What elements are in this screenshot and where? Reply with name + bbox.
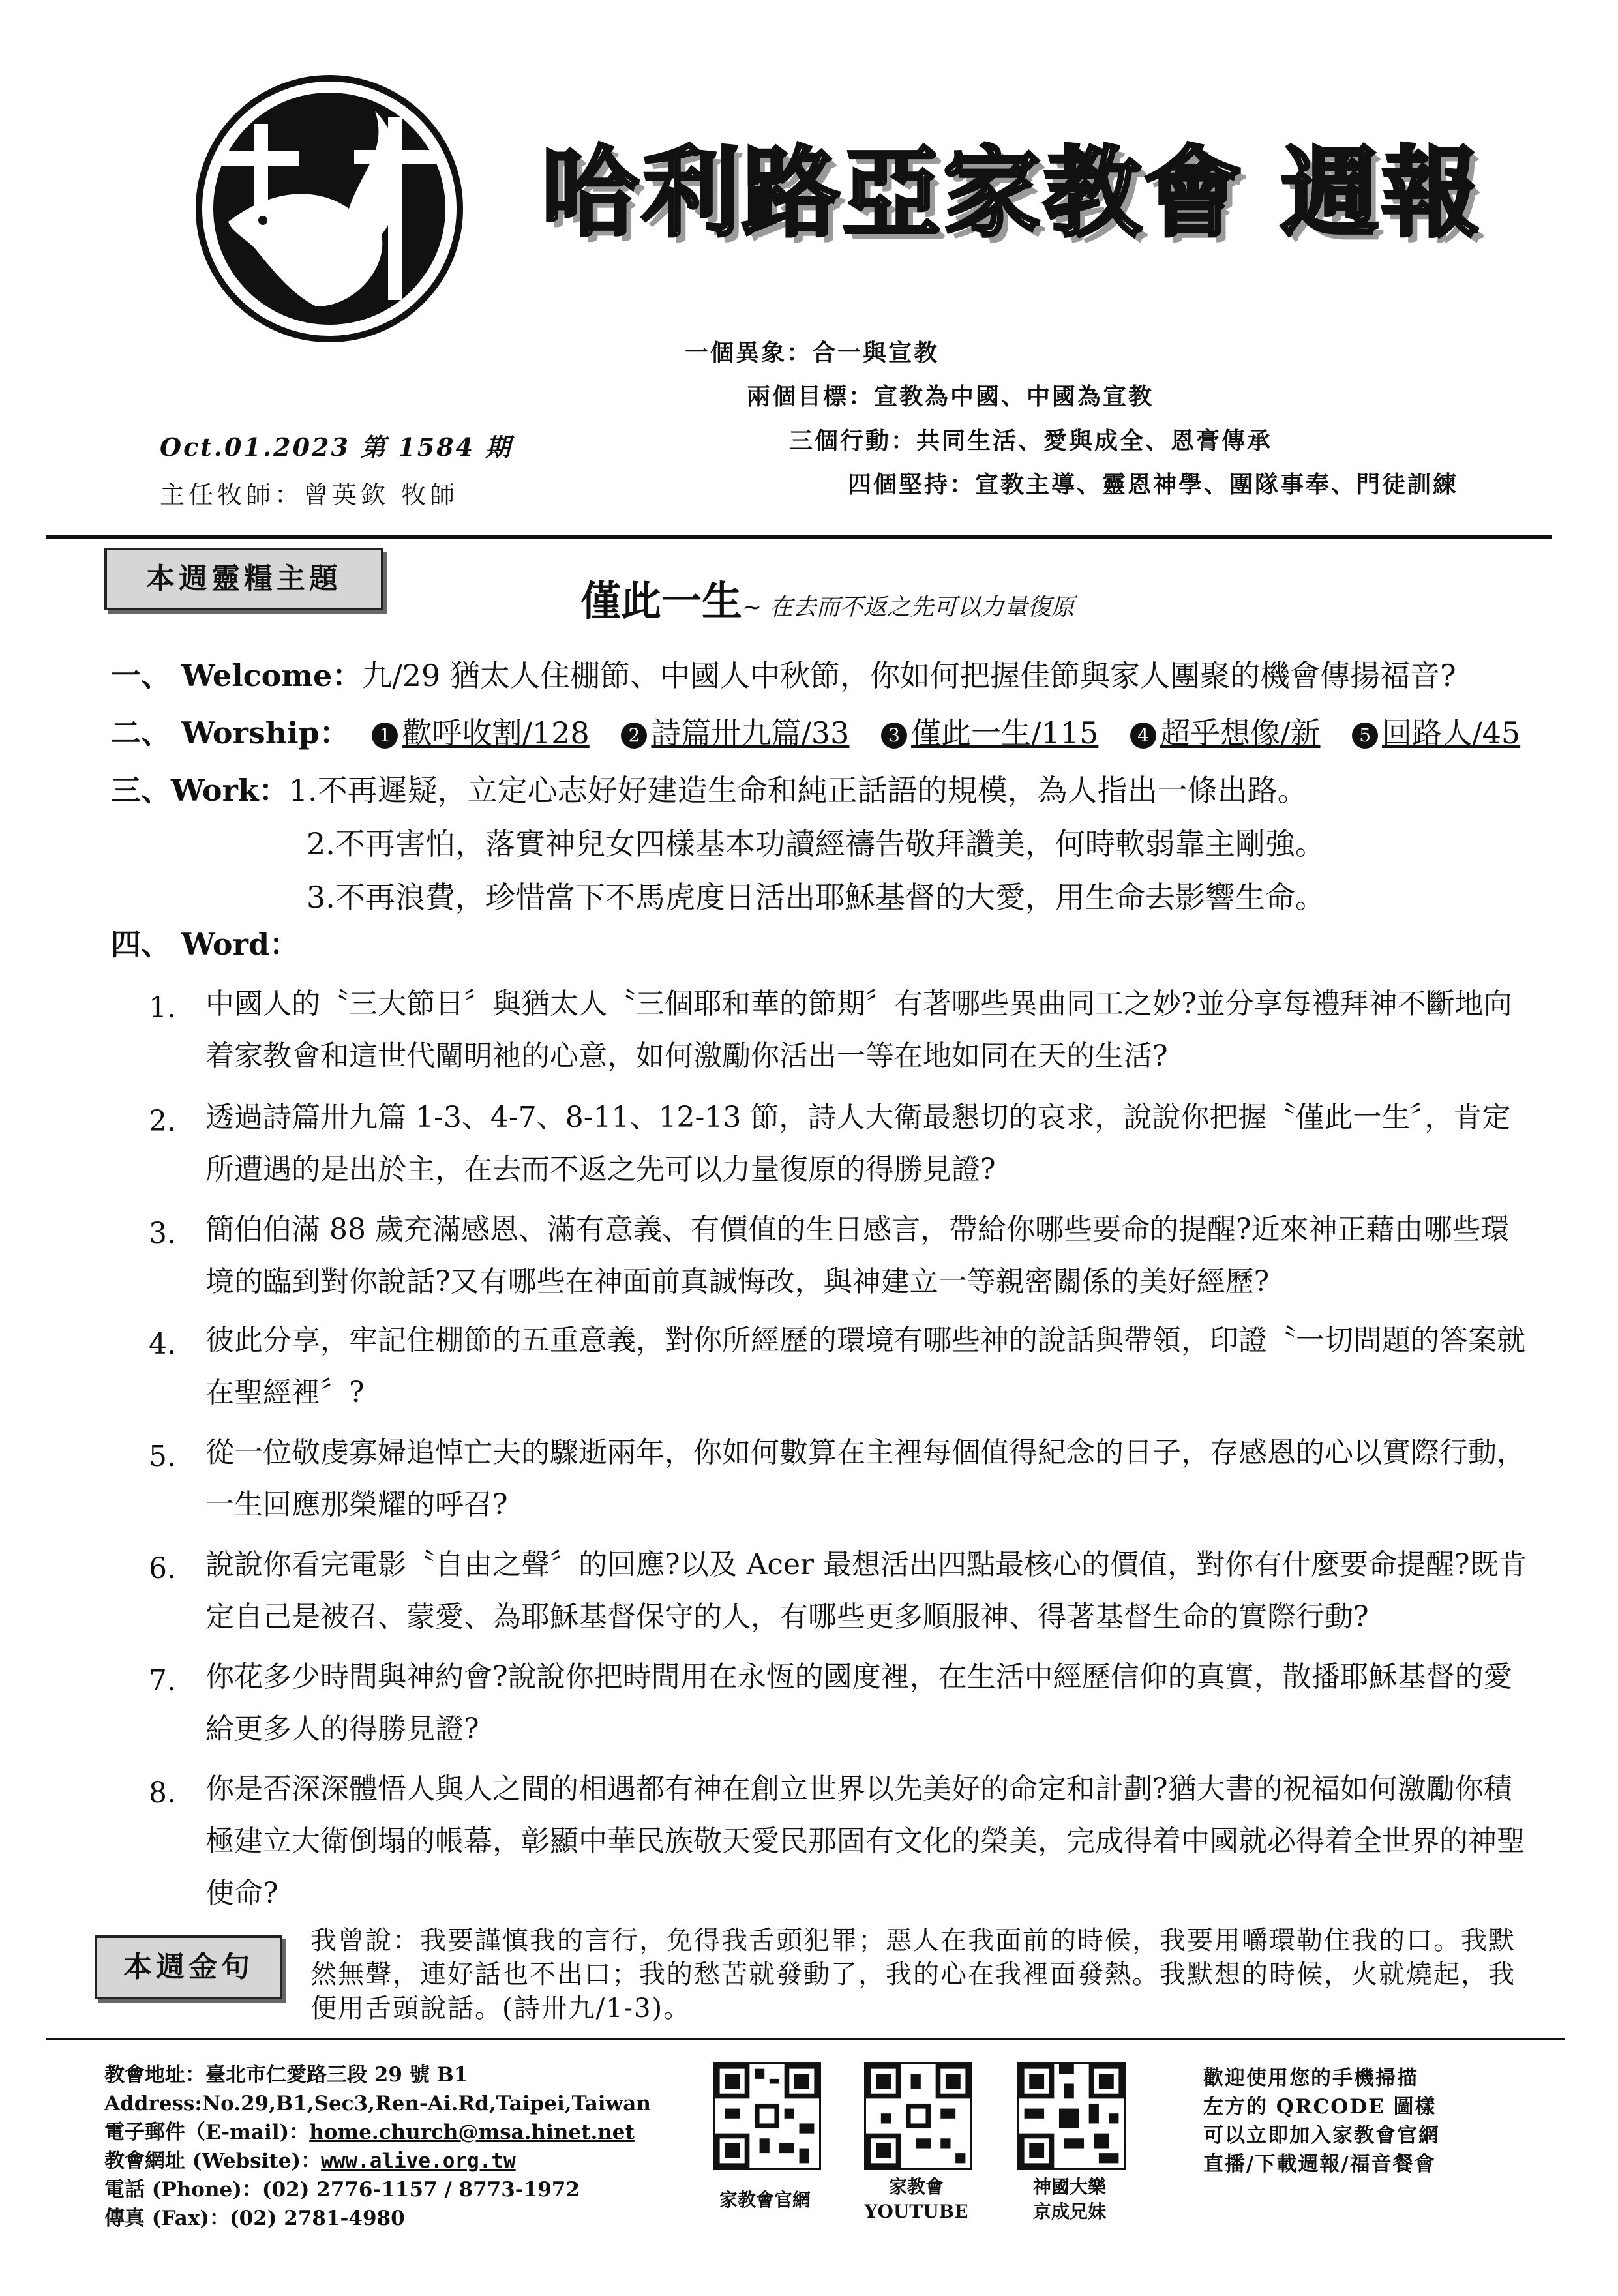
question-3-num: 3. (149, 1217, 176, 1250)
question-1: 中國人的〝三大節日〞與猶太人〝三個耶和華的節期〞有著哪些異曲同工之妙?並分享每禮拜神不斷地向着家教會和這世代闡明祂的心意，如何激勵你活出一等在地如同在天的生活? (205, 987, 1512, 1073)
worship-song-2: 2 詩篇卅九篇/33 (621, 715, 849, 751)
qr-code-music[interactable] (1017, 2062, 1126, 2170)
vision-line-1: 一個異象：合一與宣教 (685, 339, 940, 366)
question-6: 說說你看完電影〝自由之聲〞的回應?以及 Acer 最想活出四點最核心的價值，對你有什麼要命提醒?既肯定自己是被召、蒙愛、為耶穌基督保守的人，有哪些更多順服神、得著基督生命的實際行動? (205, 1548, 1527, 1633)
worship-label: 二、 Worship： (111, 715, 350, 751)
theme-subtitle: ~ 在去而不返之先可以力量復原 (742, 594, 1075, 621)
question-8: 你是否深深體悟人與人之間的相遇都有神在創立世界以先美好的命定和計劃?猶大書的祝福如何激勵你積極建立大衛倒塌的帳幕，彰顯中華民族敬天愛民那固有文化的榮美，完成得着中國就必得着全世界的神聖使命? (205, 1772, 1525, 1910)
phone: 電話 (Phone)：(02) 2776-1157 / 8773-1972 (104, 2178, 580, 2201)
worship-song-1: 1 歡呼收割/128 (372, 715, 589, 751)
issue-date: Oct.01.2023 第 1584 期 (160, 432, 513, 462)
email-link[interactable]: home.church@msa.hinet.net (309, 2121, 635, 2144)
verse-tag: 本週金句 (95, 1935, 282, 1999)
question-7: 你花多少時間與神約會?說說你把時間用在永恆的國度裡，在生活中經歷信仰的真實，散播耶穌基督的愛給更多人的得勝見證? (205, 1660, 1512, 1746)
weekly-verse: 我曾說：我要謹慎我的言行，免得我舌頭犯罪；惡人在我面前的時候，我要用嚼環勒住我的口。我默然無聲，連好話也不出口；我的愁苦就發動了，我的心在我裡面發熱。我默想的時候，火就燒起，我便用舌頭說話。(詩卅九/1-3)。 (310, 1926, 1516, 2023)
qr-label-music: 神國大樂 京成兄妹 (1032, 2176, 1106, 2222)
footer-divider (46, 2038, 1565, 2040)
work-line (111, 767, 1308, 810)
question-1-num: 1. (149, 991, 176, 1024)
worship-song-5: 5 回路人/45 (1352, 715, 1520, 751)
theme-tag: 本週靈糧主題 (104, 548, 383, 610)
website-link[interactable]: www.alive.org.tw (321, 2149, 516, 2173)
header-divider (46, 535, 1552, 539)
church-logo (192, 72, 466, 346)
question-6-num: 6. (149, 1552, 176, 1585)
question-2-num: 2. (149, 1105, 176, 1138)
vision-line-3: 三個行動：共同生活、愛與成全、恩膏傳承 (789, 427, 1273, 455)
qr-code-youtube[interactable] (864, 2062, 972, 2170)
welcome-text: 九/29 猶太人住棚節、中國人中秋節，你如何把握佳節與家人團聚的機會傳揚福音? (362, 658, 1456, 693)
worship-song-4: 4 超乎想像/新 (1130, 715, 1321, 751)
qr-label-website: 家教會官網 (719, 2189, 811, 2211)
question-3: 簡伯伯滿 88 歲充滿感恩、滿有意義、有價值的生日感言，帶給你哪些要命的提醒?近來神正藉由哪些環境的臨到對你說話?又有哪些在神面前真誠悔改，與神建立一等親密關係的美好經歷? (205, 1213, 1510, 1298)
word-label: 四、 Word： (111, 927, 300, 962)
qr-instructions: 歡迎使用您的手機掃描 左方的 QRCODE 圖樣 可以立即加入家教會官網 直播/下載週報/福音餐會 (1203, 2066, 1440, 2176)
page-title: 哈利路亞家教會 週報 (541, 137, 1482, 250)
pastor-name: 主任牧師：曾英欽 牧師 (160, 481, 459, 509)
work-item-2: 2.不再害怕，落實神兒女四樣基本功讀經禱告敬拜讚美，何時軟弱靠主剛強。 (307, 826, 1325, 861)
email-row: 電子郵件（E-mail)：home.church@msa.hinet.net (104, 2121, 635, 2144)
vision-line-4: 四個堅持：宣教主導、靈恩神學、團隊事奉、門徒訓練 (848, 471, 1459, 498)
question-7-num: 7. (149, 1664, 176, 1697)
theme-title (580, 569, 1075, 627)
worship-song-3: 3 僅此一生/115 (881, 715, 1098, 751)
question-8-num: 8. (149, 1776, 176, 1810)
work-item-1: 1.不再遲疑，立定心志好好建造生命和純正話語的規模，為人指出一條出路。 (288, 773, 1308, 808)
question-2: 透過詩篇卅九篇 1-3、4-7、8-11、12-13 節，詩人大衛最懇切的哀求，說說你把握〝僅此一生〞，肯定所遭遇的是出於主，在去而不返之先可以力量復原的得勝見證? (205, 1101, 1511, 1186)
qr-label-youtube: 家教會 YOUTUBE (864, 2176, 968, 2222)
welcome-label: 一、 Welcome： (111, 658, 363, 693)
website-row: 教會網址 (Website)：www.alive.org.tw (104, 2149, 516, 2173)
fax: 傳真 (Fax)：(02) 2781-4980 (104, 2207, 405, 2230)
address-en: Address:No.29,B1,Sec3,Ren-Ai.Rd,Taipei,Taiwan (104, 2092, 651, 2115)
welcome-line (111, 652, 1456, 695)
question-5-num: 5. (149, 1440, 176, 1473)
work-label: 三、Work： (111, 773, 289, 808)
question-4: 彼此分享，牢記住棚節的五重意義，對你所經歷的環境有哪些神的說話與帶領，印證〝一切問題的答案就在聖經裡〞? (205, 1324, 1525, 1409)
worship-line (111, 709, 1542, 753)
vision-line-2: 兩個目標：宣教為中國、中國為宣教 (747, 383, 1154, 410)
qr-code-website[interactable] (713, 2062, 821, 2170)
question-5: 從一位敬虔寡婦追悼亡夫的驟逝兩年，你如何數算在主裡每個值得紀念的日子，存感恩的心以實際行動，一生回應那榮耀的呼召? (205, 1436, 1525, 1521)
theme-main: 僅此一生 (580, 577, 743, 625)
question-4-num: 4. (149, 1328, 176, 1361)
footer-contact (104, 2061, 651, 2233)
address-zh: 教會地址：臺北市仁愛路三段 29 號 B1 (104, 2063, 468, 2087)
work-item-3: 3.不再浪費，珍惜當下不馬虎度日活出耶穌基督的大愛，用生命去影響生命。 (307, 880, 1325, 915)
